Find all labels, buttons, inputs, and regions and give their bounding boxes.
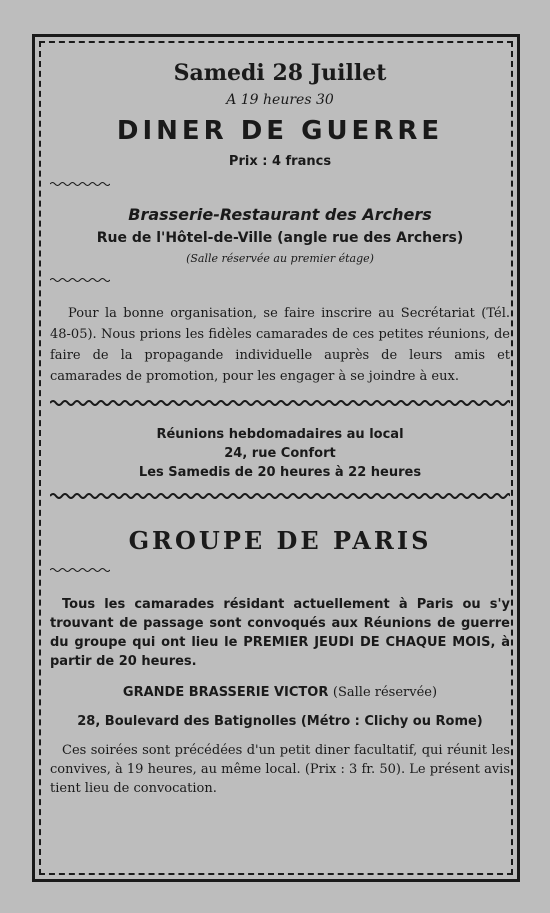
closing-paragraph: Ces soirées sont précédées d'un petit diner facultatif, qui réunit les convives, à 19 heures, au même local. (Prix : 3 fr. 50). Le présent avis tient lieu de convocation. — [50, 743, 510, 796]
wavy-divider — [50, 567, 110, 573]
event-price: Prix : 4 francs — [228, 154, 332, 169]
groupe-paragraph: Tous les camarades résidant actuellement à Paris ou s'y trouvant de passage sont convoqués aux Réunions de guerre du groupe qui ont lieu le PREMIER JEUDI DE CHAQUE MOIS, à partir de 20 heures. — [50, 597, 510, 669]
event-title: DINER DE GUERRE — [116, 116, 444, 146]
long-wavy-divider — [50, 399, 510, 407]
venue-note: (Salle réservée) — [332, 685, 438, 700]
wavy-divider — [50, 181, 110, 187]
meetings-heading: Réunions hebdomadaires au local — [156, 427, 404, 442]
wavy-divider — [50, 277, 110, 283]
venue-address: 28, Boulevard des Batignolles (Métro : Clichy ou Rome) — [77, 714, 483, 729]
document-content — [50, 60, 510, 798]
event-date: Samedi 28 Juillet — [173, 60, 387, 86]
meetings-schedule: Les Samedis de 20 heures à 22 heures — [138, 465, 422, 480]
venue-line — [50, 685, 510, 700]
meetings-address: 24, rue Confort — [224, 446, 336, 461]
restaurant-name: Brasserie-Restaurant des Archers — [128, 205, 432, 224]
event-time: A 19 heures 30 — [226, 92, 334, 108]
registration-paragraph: Pour la bonne organisation, se faire inscrire au Secrétariat (Tél. 48-05). Nous prions les fidèles camarades de ces petites réunions, de faire de la propagande individuelle auprès de leurs amis et camarades de promotion, pour les engager à se joindre à eux. — [50, 306, 510, 384]
restaurant-address: Rue de l'Hôtel-de-Ville (angle rue des Archers) — [96, 230, 464, 246]
groupe-title: GROUPE DE PARIS — [128, 526, 432, 555]
room-note: (Salle réservée au premier étage) — [186, 252, 374, 265]
venue-name: GRANDE BRASSERIE VICTOR — [122, 685, 329, 700]
long-wavy-divider — [50, 492, 510, 500]
